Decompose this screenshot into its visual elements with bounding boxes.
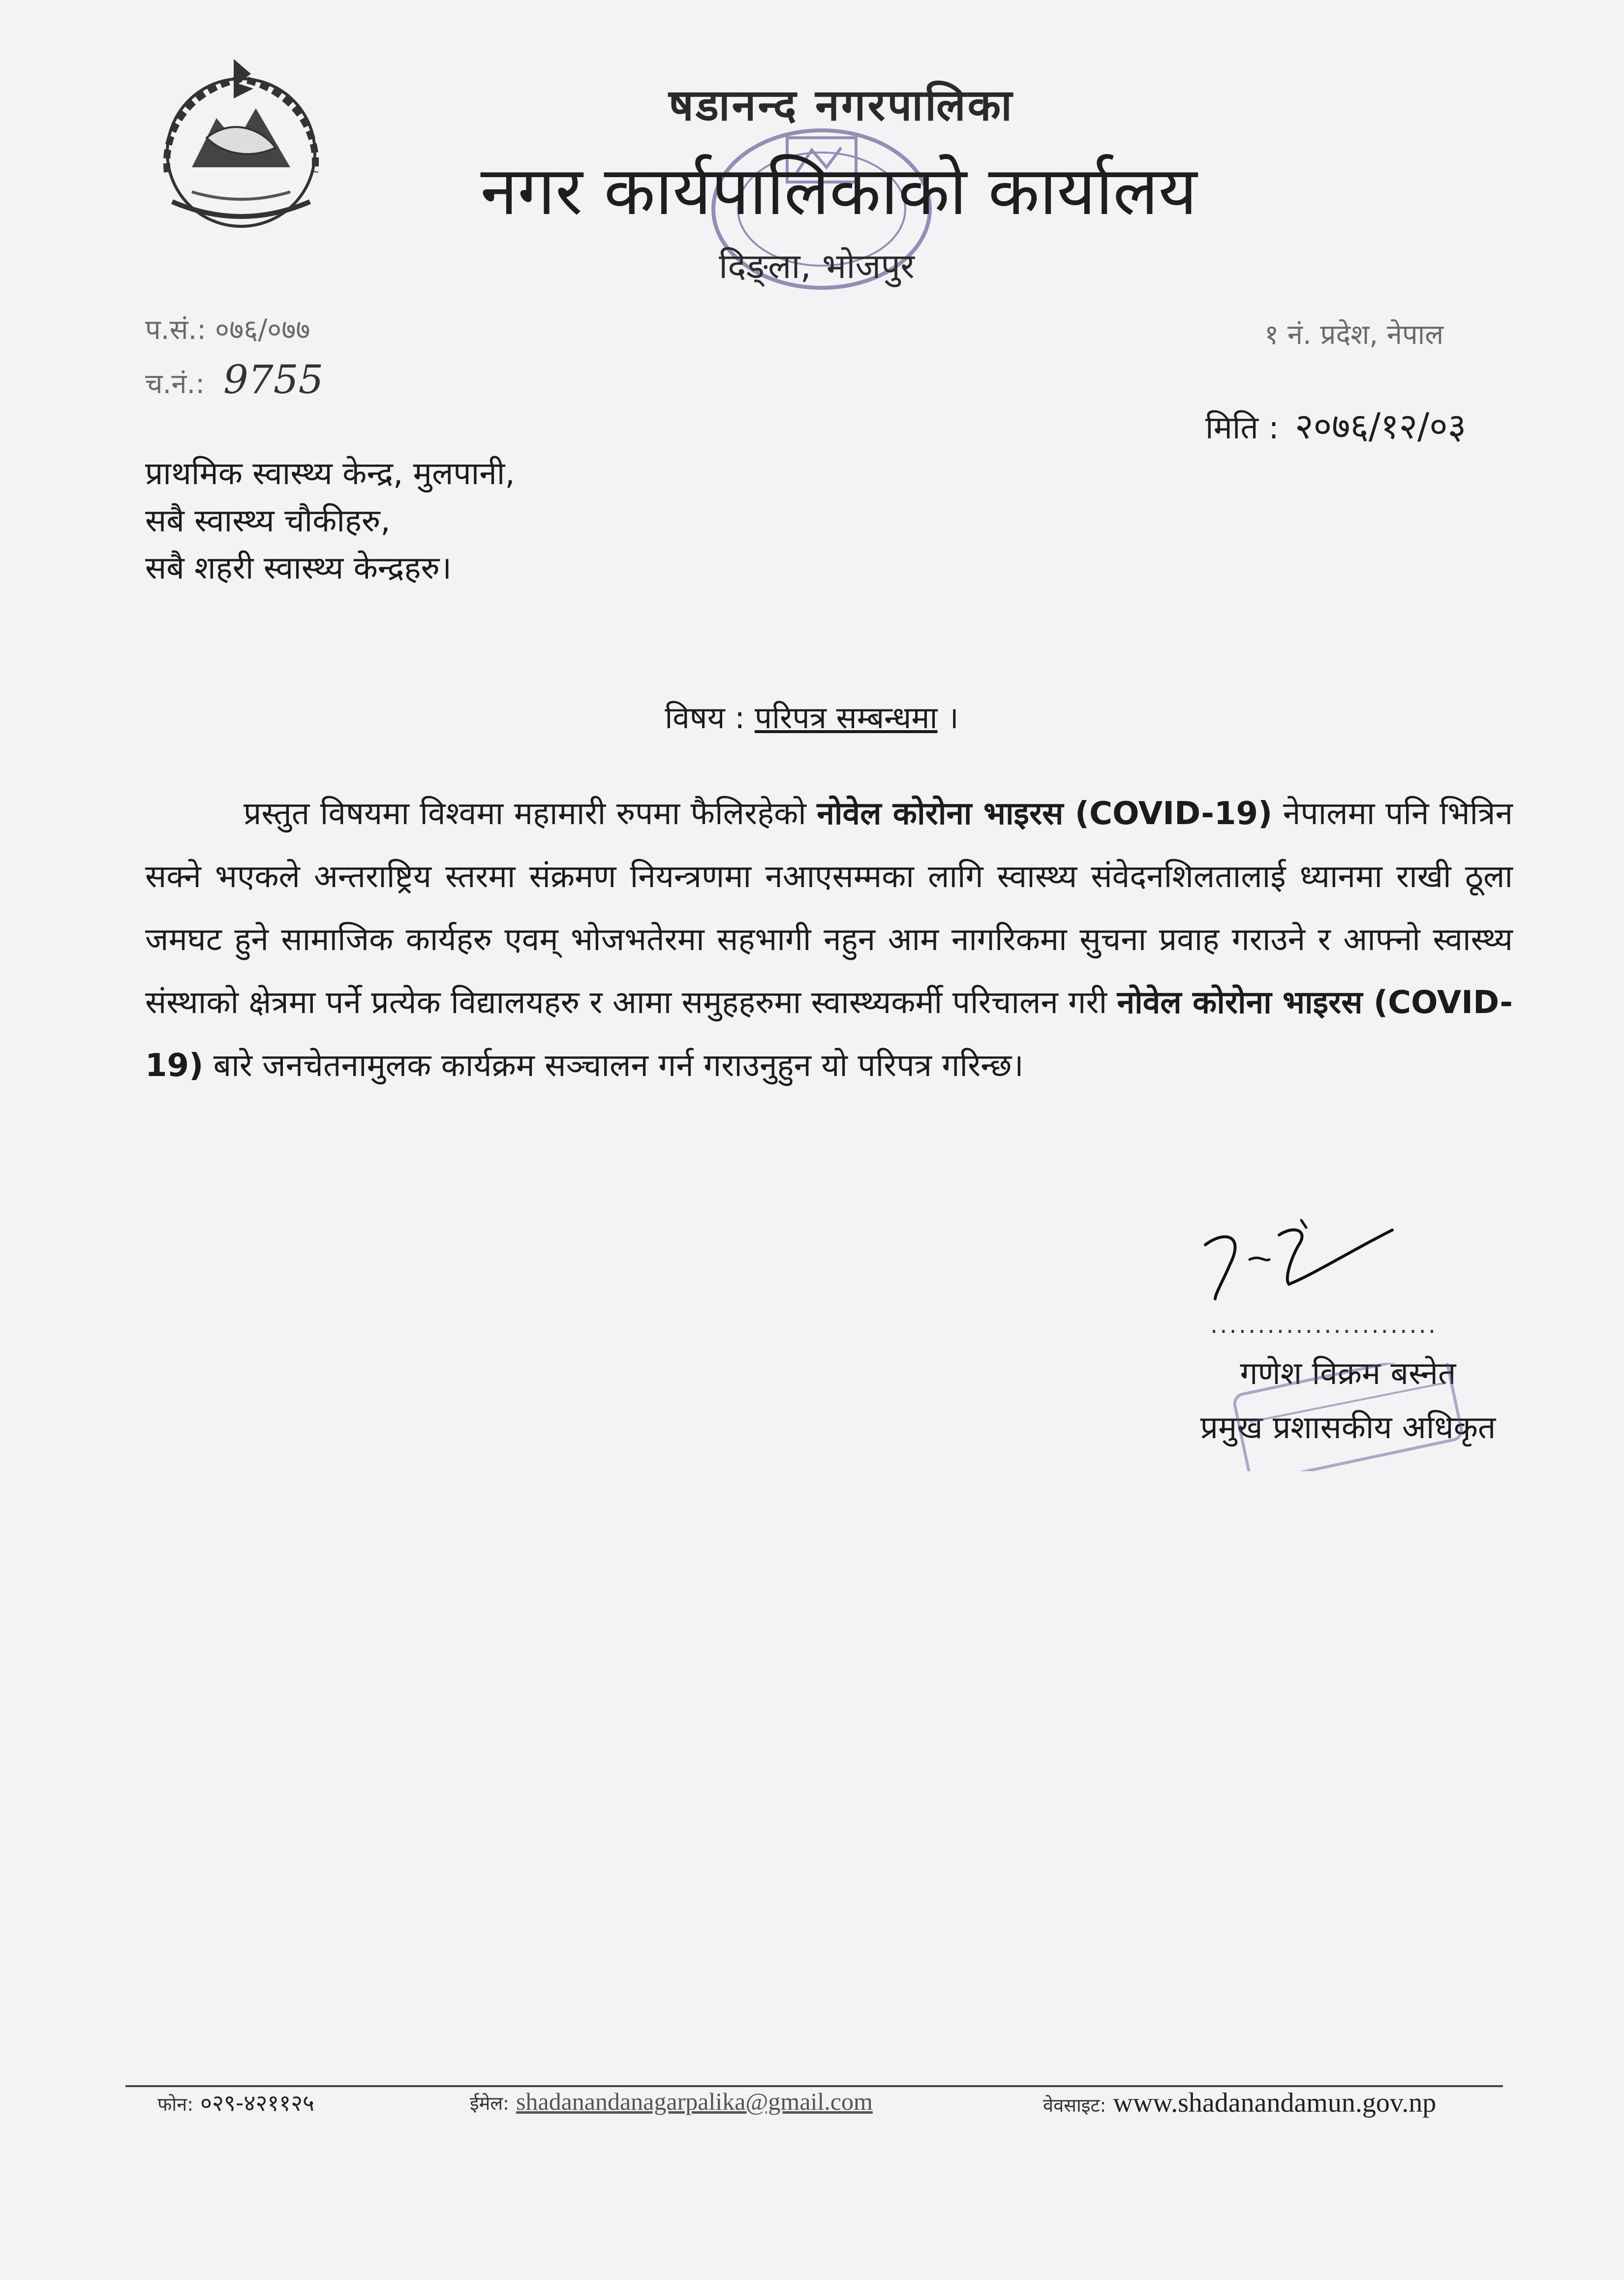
footer-phone (157, 2087, 314, 2118)
email-link[interactable]: shadanandanagarpalika@gmail.com (516, 2088, 873, 2115)
footer-website (1043, 2087, 1436, 2119)
letter-date (1205, 401, 1466, 449)
recipients (145, 450, 515, 592)
phone-value: ०२९-४२११२५ (200, 2090, 314, 2116)
cn-value: 9755 (223, 357, 324, 402)
website-link[interactable]: www.shadanandamun.gov.np (1113, 2088, 1437, 2118)
subject-text: परिपत्र सम्बन्धमा (754, 700, 938, 736)
ps-value: ०७६/०७७ (214, 314, 310, 346)
recipient-line: सबै स्वास्थ्य चौकीहरु, (145, 503, 391, 539)
virus-name: नोवेल कोरोना भाइरस (COVID-19) (817, 796, 1273, 832)
body-paragraph (145, 782, 1513, 1097)
signature-line: ........................ (1210, 1311, 1438, 1339)
recipient-line: सबै शहरी स्वास्थ्य केन्द्रहरु। (145, 550, 452, 586)
phone-label: फोन: (157, 2094, 194, 2115)
province: १ नं. प्रदेश, नेपाल (1264, 319, 1444, 351)
reference-cn (145, 357, 324, 402)
body-part-1: प्रस्तुत विषयमा विश्वमा महामारी रुपमा फैलिरहेको (244, 796, 817, 832)
body-part-3: बारे जनचेतनामुलक कार्यक्रम सञ्चालन गर्न गराउनुहुन यो परिपत्र गरिन्छ। (203, 1048, 1024, 1084)
website-label: वेवसाइट: (1043, 2095, 1106, 2116)
reference-ps (145, 310, 310, 347)
office-name: नगर कार्यपालिकाको कार्यालय (480, 153, 1197, 230)
office-address: दिङ्ला, भोजपुर (719, 246, 915, 286)
body-part-2: नेपालमा पनि भित्रिन सक्ने भएकले अन्तराष्ट्रिय स्तरमा संक्रमण नियन्त्रणमा नआएसम्मका लागि स्वास्थ्य संवेदनशिलतालाई ध्यानमा राखी ठूला जमघट हुने सामाजिक कार्यहरु एवम् भोजभतेरमा सहभागी नहुन आम नागरिकमा सुचना प्रवाह गराउने र आफ्नो स्वास्थ्य संस्थाको क्षेत्रमा पर्ने प्रत्येक विद्यालयहरु र आमा समुहहरुमा स्वास्थ्यकर्मी परिचालन गरी (145, 796, 1513, 1021)
footer-email (470, 2087, 873, 2116)
signatory-name: गणेश विक्रम बस्नेत (1240, 1356, 1456, 1392)
subject-end: । (947, 700, 959, 736)
email-label: ईमेल: (470, 2093, 509, 2114)
cn-label: च.नं.: (145, 368, 205, 400)
virus-name: नोवेल कोरोना भाइरस (COVID-19) (145, 985, 1513, 1084)
date-value: २०७६/१२/०३ (1295, 405, 1467, 447)
handwritten-signature (1195, 1201, 1402, 1319)
signatory-title: प्रमुख प्रशासकीय अधिकृत (1200, 1410, 1496, 1446)
municipality-name: षडानन्द नगरपालिका (668, 80, 1014, 130)
nepal-emblem-logo (133, 44, 349, 251)
ps-label: प.सं.: (145, 314, 207, 346)
recipient-line: प्राथमिक स्वास्थ्य केन्द्र, मुलपानी, (145, 456, 515, 492)
subject-line (541, 696, 1082, 738)
date-label: मिति : (1205, 410, 1279, 446)
subject-label: विषय : (665, 700, 745, 736)
officer-stamp (1230, 1363, 1466, 1471)
